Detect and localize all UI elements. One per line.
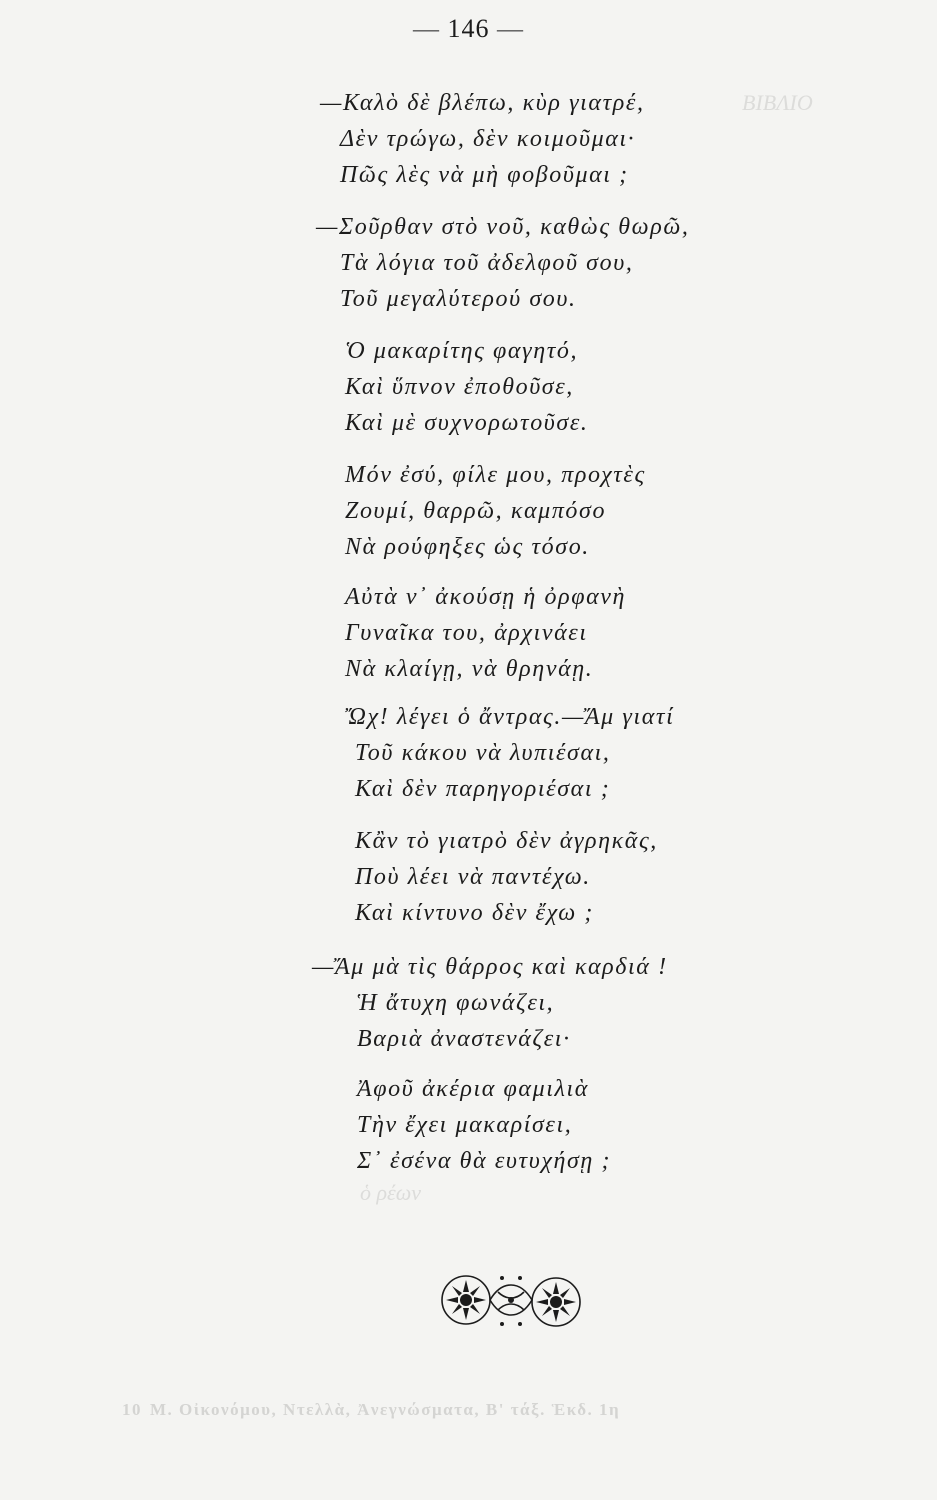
- poem-line: Τὰ λόγια τοῦ ἀδελφοῦ σου,: [340, 250, 634, 276]
- page-number-dash-left: —: [413, 14, 448, 43]
- poem-line: —Καλὸ δὲ βλέπω, κὺρ γιατρέ,: [320, 90, 645, 116]
- footer-number: 10: [122, 1400, 142, 1419]
- poem-line: Πῶς λὲς νὰ μὴ φοβοῦμαι ;: [340, 162, 629, 188]
- poem-line: Νὰ κλαίγῃ, νὰ θρηνάῃ.: [345, 656, 594, 682]
- poem-line: Καὶ δὲν παρηγοριέσαι ;: [355, 776, 611, 802]
- poem-line: Ἡ ἄτυχη φωνάζει,: [357, 990, 555, 1016]
- page-number: [0, 14, 937, 44]
- poem-line: Καὶ ὕπνον ἐποθοῦσε,: [345, 374, 574, 400]
- poem-line: Νὰ ρούφηξες ὡς τόσο.: [345, 534, 590, 560]
- poem-line: Αὐτὰ ν᾿ ἀκούσῃ ἡ ὀρφανὴ: [345, 584, 627, 610]
- poem-line: Τὴν ἔχει μακαρίσει,: [357, 1112, 573, 1138]
- poem-line: —Ἄμ μὰ τὶς θάρρος καὶ καρδιά !: [312, 954, 668, 980]
- poem-line: Δὲν τρώγω, δὲν κοιμοῦμαι·: [340, 126, 636, 152]
- poem-line: Κἂν τὸ γιατρὸ δὲν ἀγρηκᾶς,: [355, 828, 658, 854]
- bleed-through-text: ὁ ρέων: [360, 1180, 422, 1205]
- poem-line: Ποὺ λέει νὰ παντέχω.: [355, 864, 591, 890]
- footer-text: Μ. Οἰκονόμου, Ντελλὰ, Ἀνεγνώσματα, Β' τάξ. Ἑκδ. 1η: [150, 1400, 621, 1419]
- poem-line: Ὤχ! λέγει ὁ ἄντρας.—Ἄμ γιατί: [345, 704, 675, 730]
- page-number-value: 146: [447, 14, 490, 43]
- poem-line: Ὁ μακαρίτης φαγητό,: [345, 338, 579, 364]
- poem-line: Σ᾿ ἐσένα θὰ ευτυχήσῃ ;: [357, 1148, 612, 1174]
- poem-line: Μόν ἐσύ, φίλε μου, προχτὲς: [345, 462, 646, 488]
- poem-line: Τοῦ μεγαλύτερού σου.: [340, 286, 577, 312]
- bleed-through-text: ΒΙΒΛΙΟ: [742, 90, 813, 115]
- decorative-ornament-icon: [436, 1270, 586, 1332]
- poem-line: Γυναῖκα του, ἀρχινάει: [345, 620, 588, 646]
- poem-line: Καὶ μὲ συχνορωτοῦσε.: [345, 410, 589, 436]
- poem-line: Τοῦ κάκου νὰ λυπιέσαι,: [355, 740, 611, 766]
- poem-line: Καὶ κίντυνο δὲν ἔχω ;: [355, 900, 594, 926]
- page-number-dash-right: —: [489, 14, 524, 43]
- poem-line: Βαριὰ ἀναστενάζει·: [357, 1026, 571, 1052]
- poem-line: —Σοῦρθαν στὸ νοῦ, καθὼς θωρῶ,: [316, 214, 690, 240]
- poem-line: Ζουμί, θαρρῶ, καμπόσο: [345, 498, 607, 524]
- poem-line: Ἀφοῦ ἀκέρια φαμιλιὰ: [357, 1076, 589, 1102]
- bleed-through-footer: [122, 1400, 870, 1420]
